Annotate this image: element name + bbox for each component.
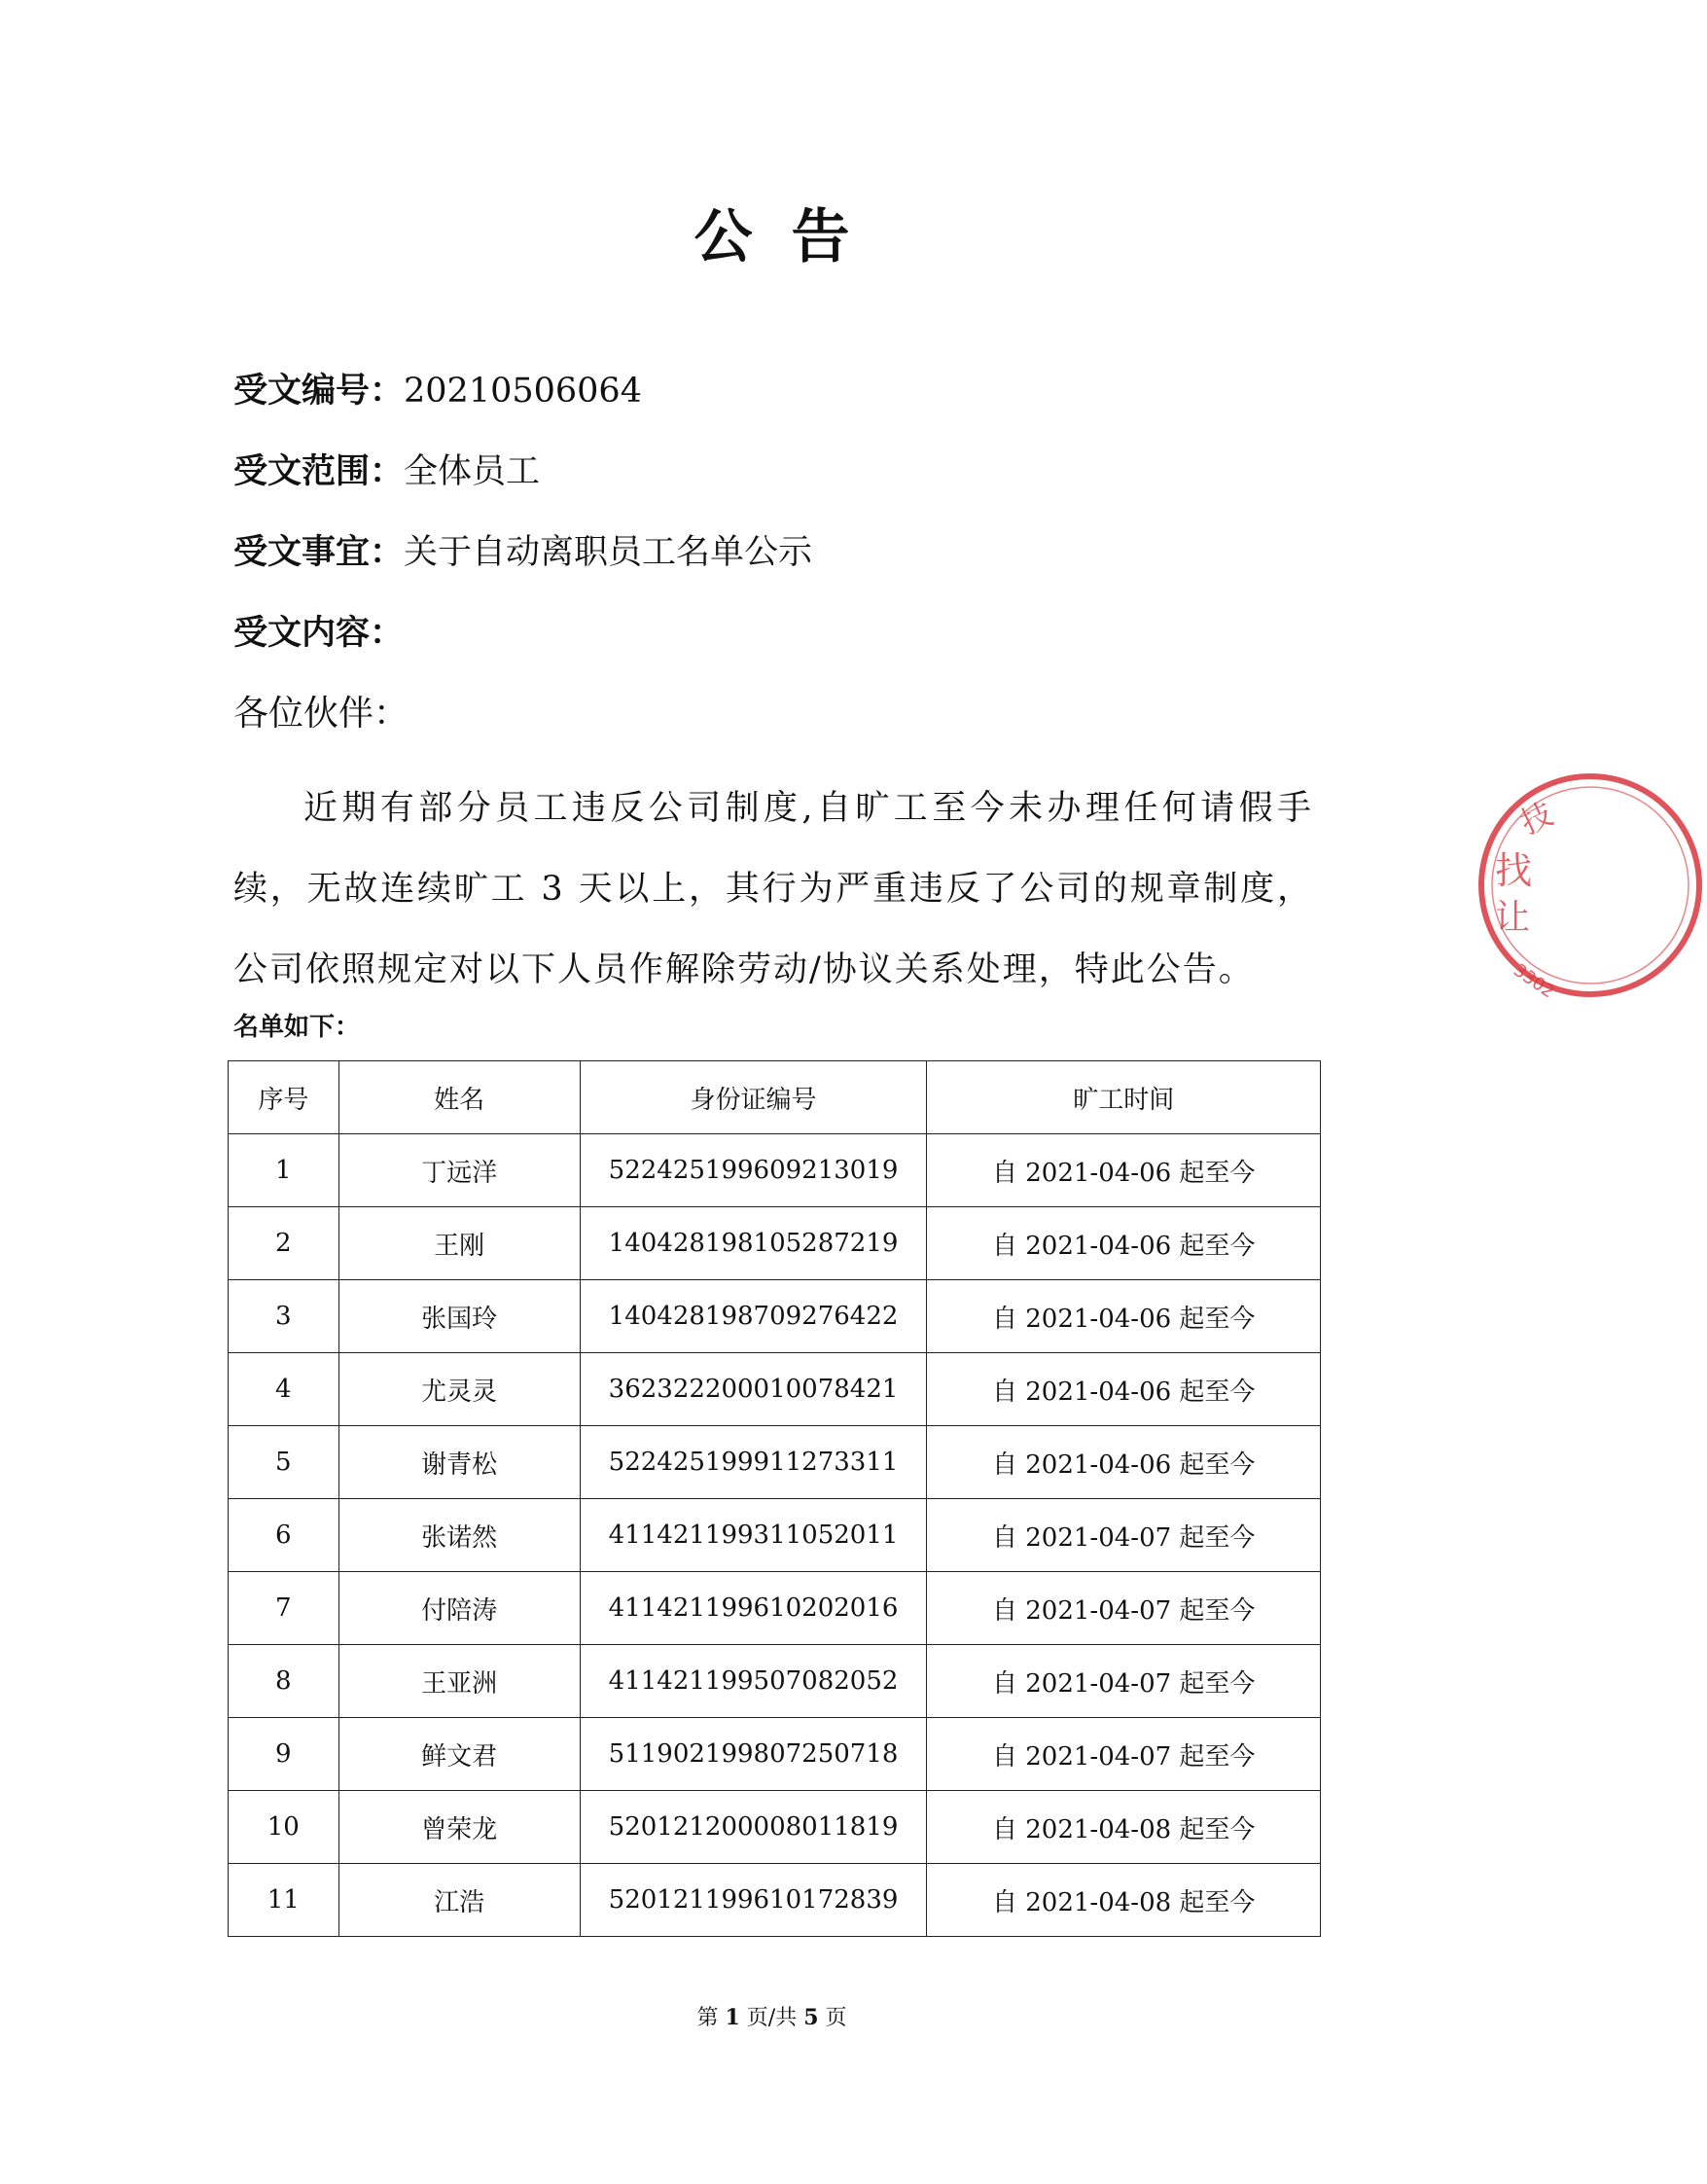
list-title: 名单如下：: [233, 1013, 361, 1042]
page-footer: [0, 2004, 1544, 2032]
row-id-number: 362322200010078421: [580, 1353, 927, 1426]
subject-label: 受文事宜：: [233, 532, 405, 572]
table-row: [229, 1572, 1321, 1645]
header-absence-time: 旷工时间: [927, 1061, 1321, 1134]
row-id-number: 520121199610172839: [580, 1864, 927, 1937]
table-row: [229, 1426, 1321, 1499]
row-absence-time: 自 2021-04-07 起至今: [927, 1718, 1321, 1791]
row-absence-time: 自 2021-04-08 起至今: [927, 1864, 1321, 1937]
scope-label: 受文范围：: [233, 451, 405, 491]
svg-text:让: 让: [1495, 898, 1531, 938]
row-name: 江浩: [338, 1864, 580, 1937]
row-id-number: 511902199807250718: [580, 1718, 927, 1791]
table-row: [229, 1864, 1321, 1937]
row-seq: 5: [229, 1426, 339, 1499]
table-row: [229, 1718, 1321, 1791]
notice-title: 公告: [693, 203, 889, 271]
row-seq: 6: [229, 1499, 339, 1572]
row-name: 王亚洲: [338, 1645, 580, 1718]
row-absence-time: 自 2021-04-06 起至今: [927, 1353, 1321, 1426]
table-row: [229, 1645, 1321, 1718]
row-name: 付陪涛: [338, 1572, 580, 1645]
subject-value: 关于自动离职员工名单公示: [404, 533, 813, 572]
svg-text:3302: 3302: [1510, 959, 1558, 1003]
row-name: 张诺然: [338, 1499, 580, 1572]
row-id-number: 520121200008011819: [580, 1791, 927, 1864]
row-seq: 11: [229, 1864, 339, 1937]
greeting: 各位伙伴：: [233, 694, 409, 734]
row-id-number: 522425199609213019: [580, 1134, 927, 1207]
table-row: [229, 1353, 1321, 1426]
subject-line: [233, 531, 812, 574]
content-label: 受文内容：: [233, 613, 405, 653]
row-seq: 8: [229, 1645, 339, 1718]
table-body: [229, 1134, 1321, 1937]
row-name: 曾荣龙: [338, 1791, 580, 1864]
table-row: [229, 1791, 1321, 1864]
row-name: 丁远洋: [338, 1134, 580, 1207]
doc-number-value: 20210506064: [404, 372, 642, 411]
doc-number-line: [233, 370, 642, 412]
row-seq: 1: [229, 1134, 339, 1207]
header-id-number: 身份证编号: [580, 1061, 927, 1134]
notice-body: 近期有部分员工违反公司制度,自旷工至今未办理任何请假手续，无故连续旷工 3 天以上，其行为严重违反了公司的规章制度，公司依照规定对以下人员作解除劳动/协议关系处理，特此公告。: [233, 789, 1313, 989]
scope-value: 全体员工: [404, 452, 541, 491]
scope-line: [233, 450, 540, 493]
row-absence-time: 自 2021-04-07 起至今: [927, 1499, 1321, 1572]
row-name: 张国玲: [338, 1280, 580, 1353]
content-line: [233, 612, 404, 655]
row-id-number: 411421199311052011: [580, 1499, 927, 1572]
row-seq: 10: [229, 1791, 339, 1864]
page-middle: 页/共: [746, 2006, 798, 2030]
svg-text:找: 找: [1495, 849, 1533, 892]
row-absence-time: 自 2021-04-08 起至今: [927, 1791, 1321, 1864]
dismissal-table: [228, 1060, 1321, 1937]
row-absence-time: 自 2021-04-06 起至今: [927, 1280, 1321, 1353]
table-row: [229, 1207, 1321, 1280]
company-seal-stamp: [1474, 769, 1707, 1002]
doc-number-label: 受文编号：: [233, 371, 405, 411]
row-id-number: 522425199911273311: [580, 1426, 927, 1499]
svg-text:技: 技: [1514, 795, 1559, 842]
row-name: 尤灵灵: [338, 1353, 580, 1426]
table-row: [229, 1134, 1321, 1207]
header-name: 姓名: [338, 1061, 580, 1134]
row-id-number: 140428198709276422: [580, 1280, 927, 1353]
page-current: 1: [725, 2005, 740, 2030]
row-seq: 9: [229, 1718, 339, 1791]
row-id-number: 411421199507082052: [580, 1645, 927, 1718]
row-absence-time: 自 2021-04-07 起至今: [927, 1572, 1321, 1645]
table-row: [229, 1499, 1321, 1572]
table-header-row: [229, 1061, 1321, 1134]
row-seq: 4: [229, 1353, 339, 1426]
row-seq: 2: [229, 1207, 339, 1280]
row-name: 谢青松: [338, 1426, 580, 1499]
row-absence-time: 自 2021-04-07 起至今: [927, 1645, 1321, 1718]
page-prefix: 第: [696, 2006, 719, 2030]
row-absence-time: 自 2021-04-06 起至今: [927, 1207, 1321, 1280]
page-suffix: 页: [825, 2006, 847, 2030]
row-id-number: 411421199610202016: [580, 1572, 927, 1645]
row-seq: 3: [229, 1280, 339, 1353]
row-seq: 7: [229, 1572, 339, 1645]
row-absence-time: 自 2021-04-06 起至今: [927, 1134, 1321, 1207]
row-absence-time: 自 2021-04-06 起至今: [927, 1426, 1321, 1499]
row-name: 鲜文君: [338, 1718, 580, 1791]
row-id-number: 140428198105287219: [580, 1207, 927, 1280]
row-name: 王刚: [338, 1207, 580, 1280]
page-total: 5: [803, 2005, 819, 2030]
header-seq: 序号: [229, 1061, 339, 1134]
table-row: [229, 1280, 1321, 1353]
